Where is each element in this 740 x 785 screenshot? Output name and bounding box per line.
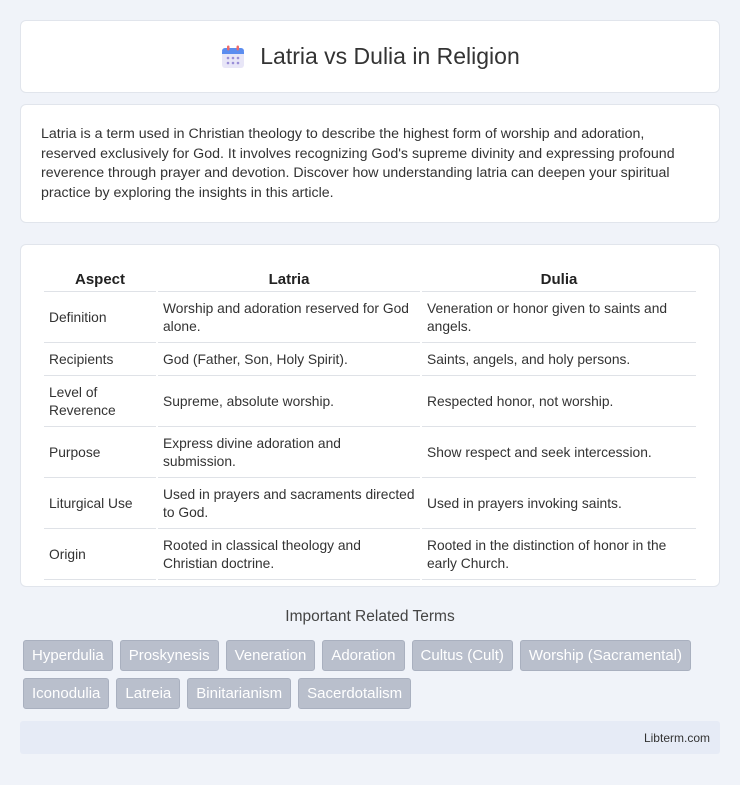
table-row: [44, 531, 696, 580]
footer: [20, 721, 720, 754]
tag-cultus[interactable]: Cultus (Cult): [412, 640, 513, 671]
table-header-row: [44, 267, 696, 292]
table-cell: Liturgical Use: [44, 480, 156, 529]
calendar-icon: [220, 44, 246, 70]
tag-proskynesis[interactable]: Proskynesis: [120, 640, 219, 671]
related-terms-title: Important Related Terms: [285, 608, 455, 625]
table-row: [44, 294, 696, 343]
table-cell: Rooted in classical theology and Christian doctrine.: [158, 531, 420, 580]
table-cell: Used in prayers and sacraments directed to God.: [158, 480, 420, 529]
table-cell: Saints, angels, and holy persons.: [422, 345, 696, 376]
table-row: [44, 429, 696, 478]
header-card: [20, 20, 720, 93]
related-terms-list: [23, 640, 723, 709]
column-header: Latria: [158, 267, 420, 292]
table-cell: Worship and adoration reserved for God alone.: [158, 294, 420, 343]
table-cell: Rooted in the distinction of honor in the early Church.: [422, 531, 696, 580]
comparison-table-card: [20, 244, 720, 587]
comparison-table: [42, 265, 698, 582]
table-cell: Level of Reverence: [44, 378, 156, 427]
table-cell: Supreme, absolute worship.: [158, 378, 420, 427]
tag-veneration[interactable]: Veneration: [226, 640, 316, 671]
tag-latreia[interactable]: Latreia: [116, 678, 180, 709]
tag-hyperdulia[interactable]: Hyperdulia: [23, 640, 113, 671]
table-cell: God (Father, Son, Holy Spirit).: [158, 345, 420, 376]
page-title: Latria vs Dulia in Religion: [260, 43, 520, 69]
tag-adoration[interactable]: Adoration: [322, 640, 404, 671]
footer-site-link[interactable]: Libterm.com: [643, 730, 710, 745]
table-cell: Express divine adoration and submission.: [158, 429, 420, 478]
table-cell: Veneration or honor given to saints and angels.: [422, 294, 696, 343]
tag-sacerdotalism[interactable]: Sacerdotalism: [298, 678, 411, 709]
intro-text: Latria is a term used in Christian theology to describe the highest form of worship and adoration, reserved exclusively for God. It involves recognizing God's supreme divinity and expressing profound reverence through prayer and devotion. Discover how understanding latria can deepen your spiritual practice by exploring the insights in this article.: [41, 126, 675, 201]
table-cell: Respected honor, not worship.: [422, 378, 696, 427]
tag-iconodulia[interactable]: Iconodulia: [23, 678, 109, 709]
intro-card: [20, 104, 720, 223]
table-row: [44, 480, 696, 529]
table-row: [44, 378, 696, 427]
column-header: Aspect: [44, 267, 156, 292]
table-row: [44, 345, 696, 376]
table-cell: Origin: [44, 531, 156, 580]
table-cell: Show respect and seek intercession.: [422, 429, 696, 478]
table-cell: Recipients: [44, 345, 156, 376]
table-cell: Used in prayers invoking saints.: [422, 480, 696, 529]
table-cell: Definition: [44, 294, 156, 343]
column-header: Dulia: [422, 267, 696, 292]
tag-binitarianism[interactable]: Binitarianism: [187, 678, 291, 709]
tag-worship-sacramental[interactable]: Worship (Sacramental): [520, 640, 691, 671]
table-cell: Purpose: [44, 429, 156, 478]
